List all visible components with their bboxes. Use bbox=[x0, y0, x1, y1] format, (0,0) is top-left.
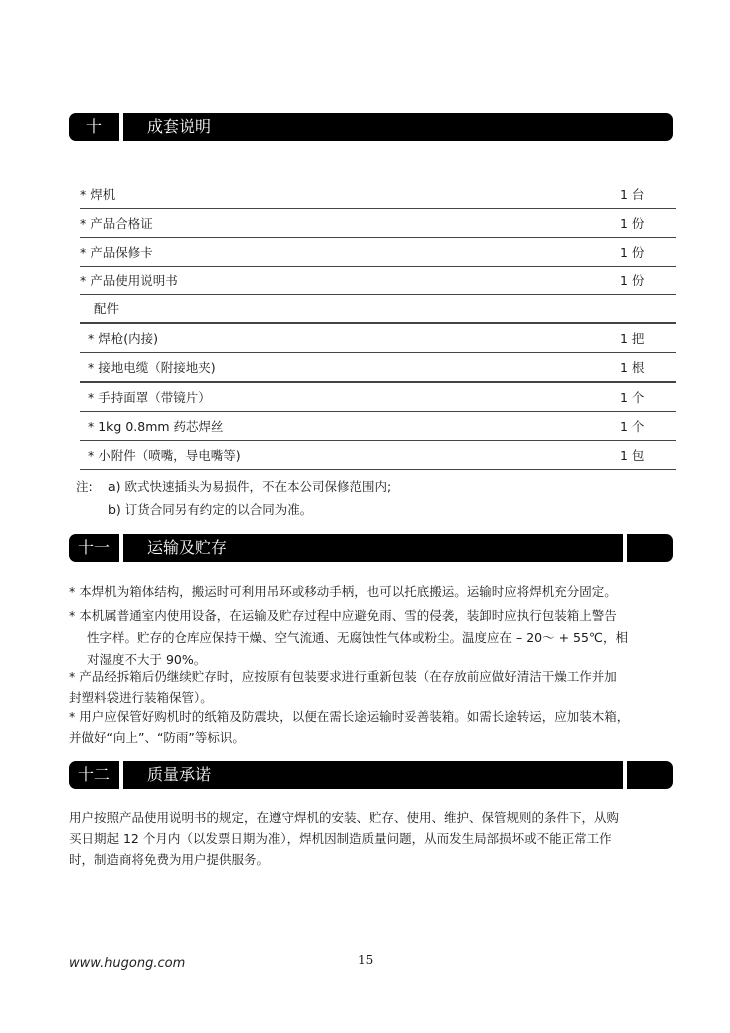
kit-item-qty: 1 份 bbox=[620, 216, 645, 231]
accessory-qty: 1 把 bbox=[620, 331, 645, 346]
kit-item-qty: 1 份 bbox=[620, 245, 645, 260]
accessory-row bbox=[80, 411, 676, 441]
accessory-qty: 1 根 bbox=[620, 360, 645, 375]
accessory-label: * 手持面罩（带镜片） bbox=[88, 390, 211, 405]
section-header-transport bbox=[69, 534, 673, 562]
transport-line: 对湿度不大于 90%。 bbox=[87, 652, 207, 667]
transport-line: * 产品经拆箱后仍继续贮存时，应按原有包装要求进行重新包装（在存放前应做好清洁干燥工作并加 bbox=[69, 669, 617, 684]
section-title: 质量承诺 bbox=[147, 765, 212, 784]
warranty-line: 用户按照产品使用说明书的规定，在遵守焊机的安装、贮存、使用、维护、保管规则的条件下，从购 bbox=[69, 810, 620, 825]
kit-item-qty: 1 份 bbox=[620, 273, 645, 288]
note-a: a) 欧式快速插头为易损件，不在本公司保修范围内; bbox=[108, 479, 392, 494]
warranty-line: 时，制造商将免费为用户提供服务。 bbox=[69, 852, 270, 867]
section-number: 十二 bbox=[77, 765, 110, 784]
accessory-qty: 1 包 bbox=[620, 448, 645, 463]
warranty-line: 买日期起 12 个月内（以发票日期为准），焊机因制造质量问题，从而发生局部损坏或不能正常工作 bbox=[69, 831, 612, 846]
note-prefix: 注: bbox=[76, 479, 93, 494]
transport-line: 并做好“向上”、“防雨”等标识。 bbox=[69, 730, 245, 745]
accessory-qty: 1 个 bbox=[620, 390, 645, 405]
transport-line: * 本机属普通室内使用设备，在运输及贮存过程中应避免雨、雪的侵袭，装卸时应执行包装箱上警告 bbox=[69, 608, 617, 623]
footer-url: www.hugong.com bbox=[69, 956, 186, 971]
transport-line: * 用户应保管好购机时的纸箱及防震块，以便在需长途运输时妥善装箱。如需长途转运，应加装木箱， bbox=[69, 709, 630, 724]
section-divider bbox=[623, 761, 627, 789]
kit-row bbox=[80, 237, 676, 267]
kit-row bbox=[80, 179, 676, 209]
accessory-row bbox=[80, 440, 676, 470]
section-divider bbox=[119, 534, 123, 562]
transport-line: 性字样。贮存的仓库应保持干燥、空气流通、无腐蚀性气体或粉尘。温度应在 – 20～ + 55℃，相 bbox=[87, 630, 628, 645]
section-title: 成套说明 bbox=[147, 117, 212, 136]
section-number: 十 bbox=[85, 117, 102, 136]
section-divider bbox=[119, 113, 123, 141]
accessories-heading-row bbox=[80, 293, 676, 324]
accessory-row bbox=[80, 323, 676, 353]
section-title: 运输及贮存 bbox=[147, 538, 228, 557]
kit-row bbox=[80, 208, 676, 238]
kit-item-label: * 产品使用说明书 bbox=[80, 273, 178, 288]
accessory-qty: 1 个 bbox=[620, 419, 645, 434]
transport-line: * 本焊机为箱体结构，搬运时可利用吊环或移动手柄，也可以托底搬运。运输时应将焊机充分固定。 bbox=[69, 584, 617, 599]
accessory-label: * 小附件（喷嘴，导电嘴等) bbox=[88, 448, 241, 463]
accessory-label: * 1kg 0.8mm 药芯焊丝 bbox=[88, 419, 224, 434]
section-header-kit bbox=[69, 113, 673, 141]
kit-item-label: * 产品合格证 bbox=[80, 216, 153, 231]
accessories-heading: 配件 bbox=[94, 301, 120, 316]
page-number: 15 bbox=[358, 953, 374, 967]
accessory-label: * 焊枪(内接) bbox=[88, 331, 158, 346]
accessory-row bbox=[80, 352, 676, 383]
note-b: b) 订货合同另有约定的以合同为准。 bbox=[108, 502, 313, 517]
accessory-label: * 接地电缆（附接地夹) bbox=[88, 360, 216, 375]
accessory-row bbox=[80, 382, 676, 412]
kit-item-label: * 产品保修卡 bbox=[80, 245, 153, 260]
transport-line: 封塑料袋进行装箱保管）。 bbox=[69, 690, 213, 705]
section-divider bbox=[119, 761, 123, 789]
kit-row bbox=[80, 265, 676, 295]
section-number: 十一 bbox=[77, 538, 110, 557]
section-header-warranty bbox=[69, 761, 673, 789]
kit-item-label: * 焊机 bbox=[80, 187, 116, 202]
kit-item-qty: 1 台 bbox=[620, 187, 645, 202]
section-divider bbox=[623, 534, 627, 562]
